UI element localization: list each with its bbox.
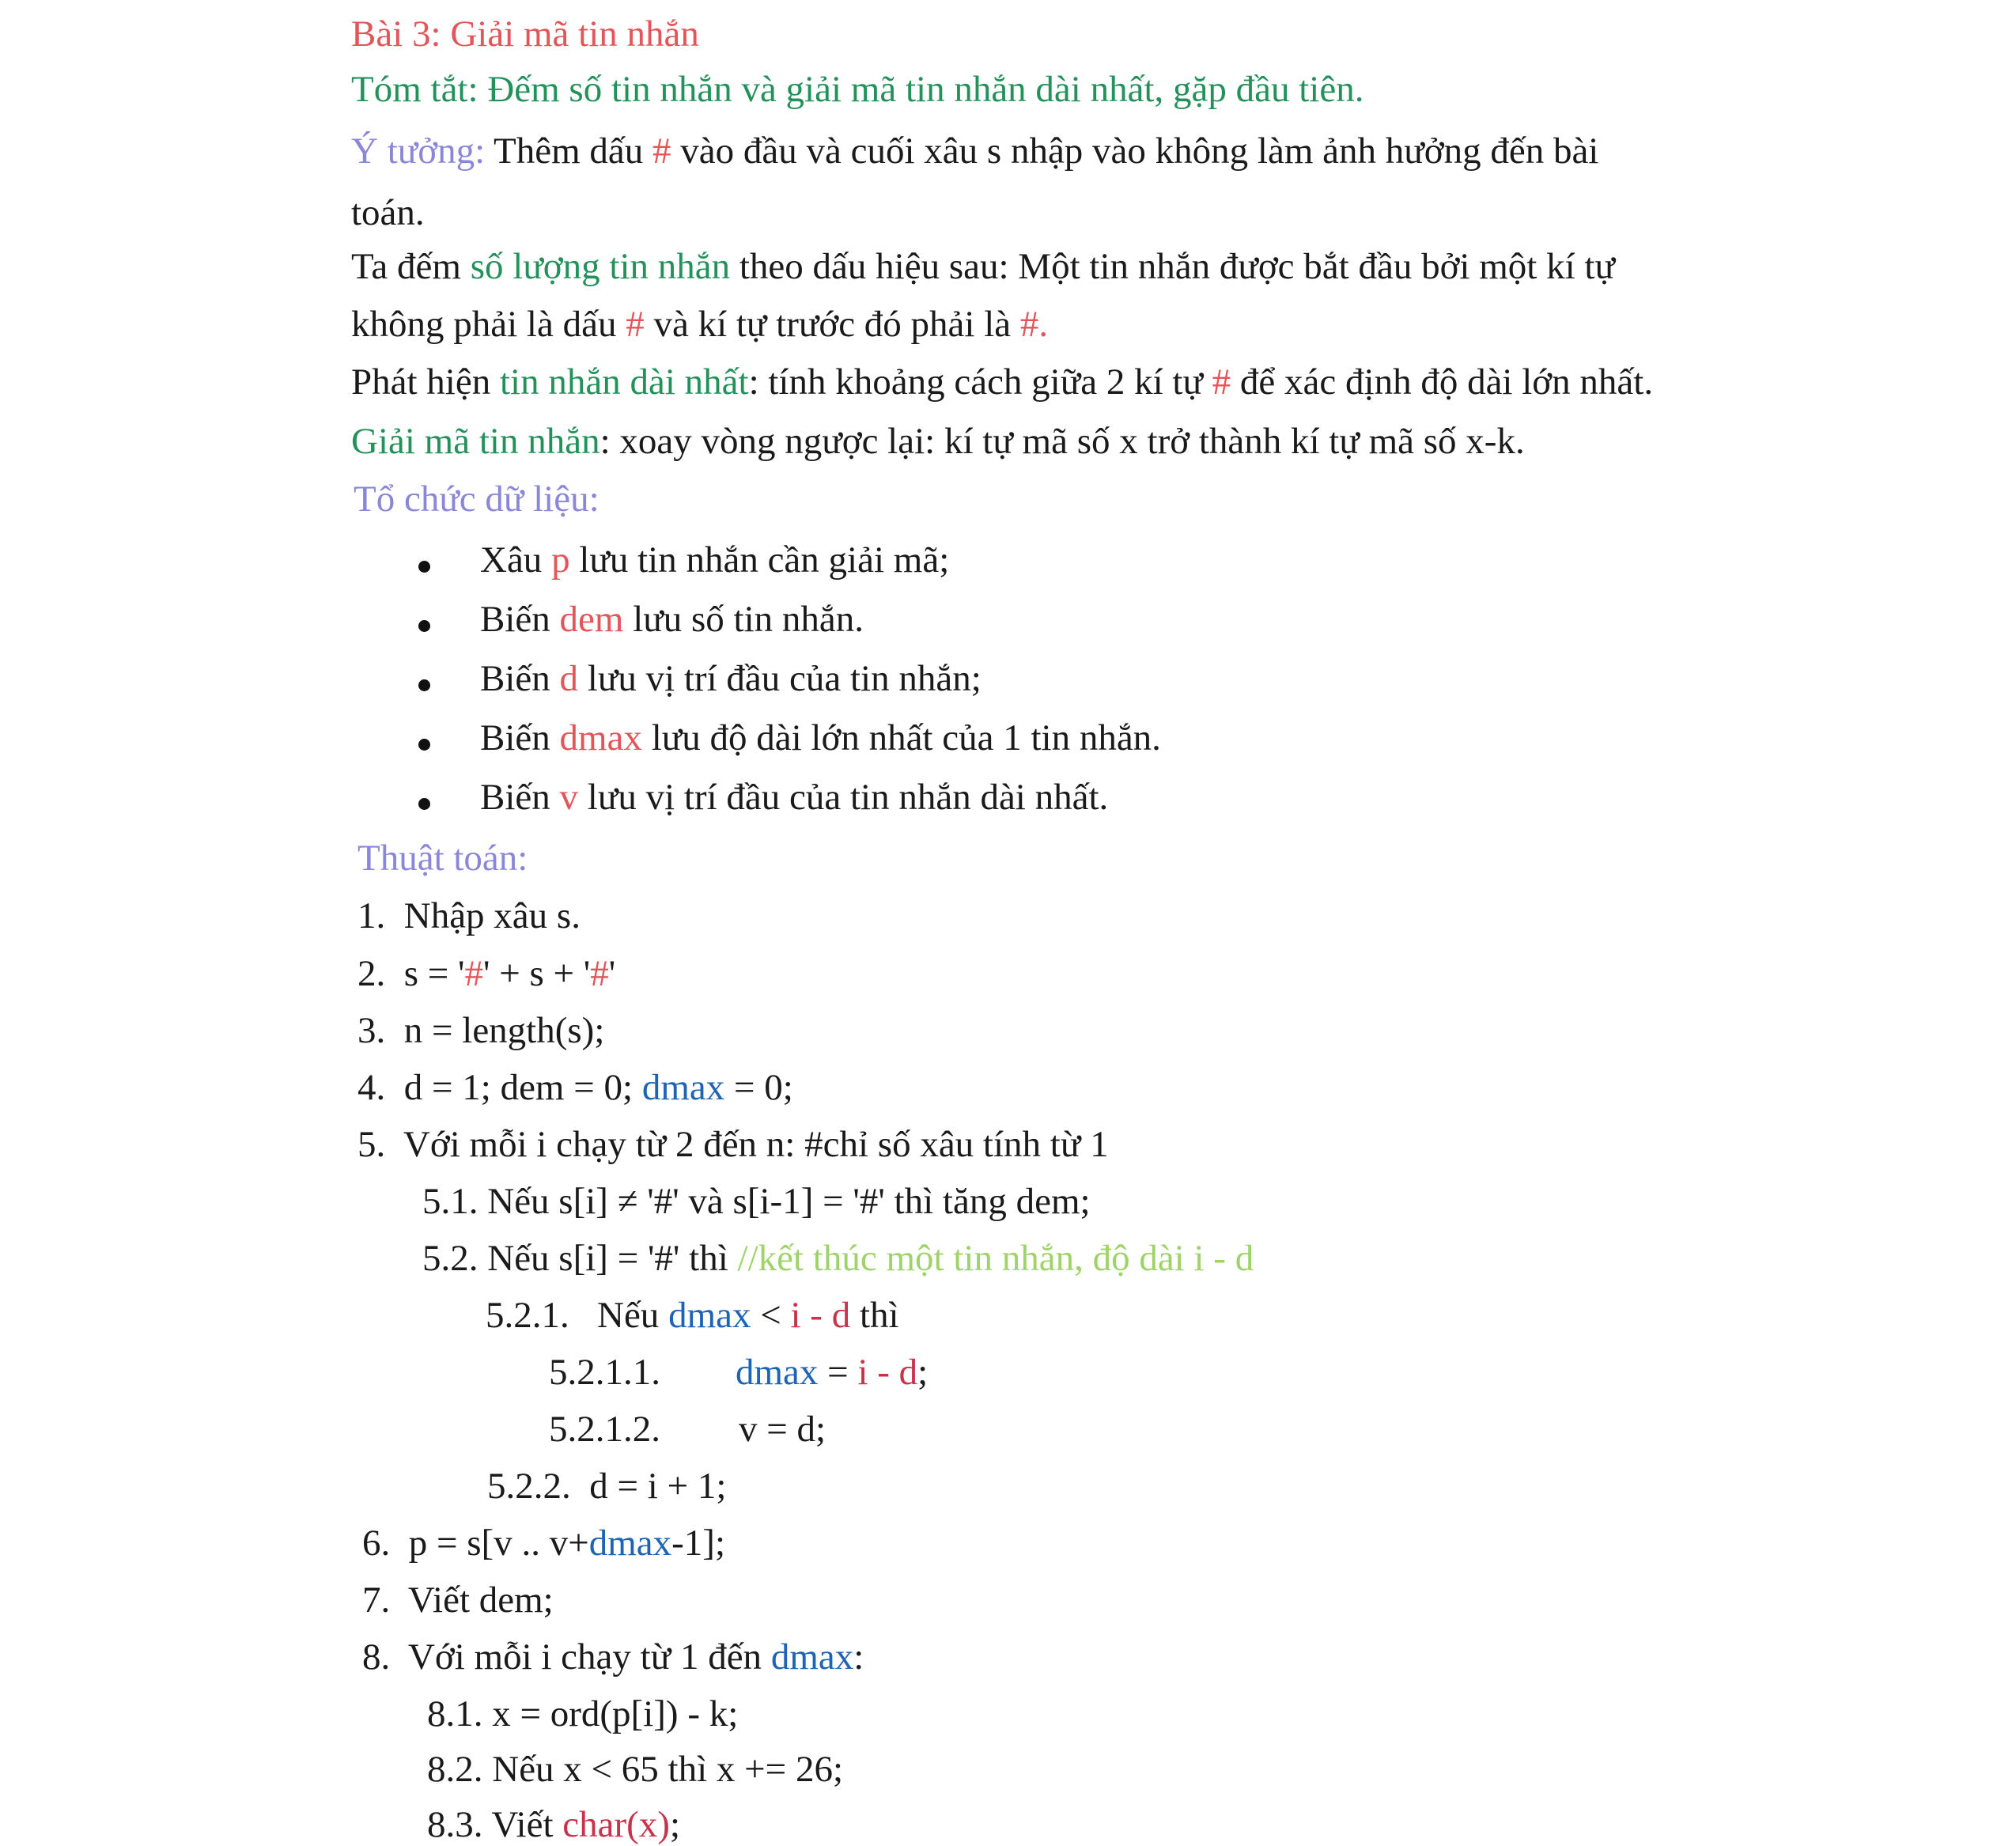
step-number: 4. [357, 1067, 386, 1108]
count-line-2 [351, 305, 1048, 346]
step-5-2-1 [486, 1296, 899, 1337]
step-number: 5.1. [422, 1181, 478, 1222]
longest-text-2: : tính khoảng cách giữa 2 kí tự [748, 361, 1203, 403]
step-text: = 0; [733, 1067, 793, 1108]
step-text: ; [917, 1352, 929, 1393]
step-number: 1. [357, 895, 386, 936]
step-expression: i - d [857, 1352, 918, 1393]
summary-line [351, 70, 1364, 111]
step-8-3 [427, 1805, 680, 1846]
step-expression: i - d [790, 1295, 851, 1336]
step-dmax: dmax [736, 1352, 819, 1393]
bullet-item [480, 718, 1161, 759]
bullet-dot [418, 561, 430, 573]
bullet-item [480, 659, 982, 700]
bullet-text: lưu vị trí đầu của tin nhắn dài nhất. [587, 777, 1109, 818]
step-text: Nếu [597, 1295, 660, 1336]
longest-highlight: tin nhắn dài nhất [499, 361, 749, 403]
bullet-dot [418, 620, 430, 632]
step-text: d = 1; dem = 0; [403, 1067, 634, 1108]
decode-highlight: Giải mã tin nhắn [351, 421, 600, 462]
bullet-variable: v [559, 777, 579, 818]
bullet-variable: p [551, 539, 570, 581]
bullet-text: Xâu [480, 539, 543, 581]
step-text: < [760, 1295, 781, 1336]
count-text-4: và kí tự trước đó phải là [653, 304, 1012, 345]
idea-line-1 [351, 131, 1598, 172]
step-text: s = ' [403, 953, 465, 994]
idea-text-1: Thêm dấu [494, 131, 644, 172]
summary-label: Tóm tắt: [351, 69, 478, 110]
step-4 [357, 1068, 793, 1109]
step-5-2-2 [487, 1466, 726, 1507]
step-number: 6. [362, 1523, 391, 1564]
bullet-text: lưu số tin nhắn. [633, 599, 864, 640]
step-text: -1]; [671, 1523, 726, 1564]
count-hash-end: #. [1019, 304, 1049, 345]
longest-text-1: Phát hiện [351, 361, 491, 403]
bullet-item [480, 600, 864, 641]
step-dmax: dmax [668, 1295, 751, 1336]
step-text: Nếu s[i] = '#' thì [487, 1238, 728, 1279]
longest-line [351, 362, 1653, 403]
bullet-dot [418, 739, 430, 751]
count-highlight: số lượng tin nhắn [470, 246, 731, 287]
step-dmax: dmax [770, 1636, 854, 1678]
step-text: d = i + 1; [589, 1466, 727, 1507]
idea-hash: # [652, 131, 671, 172]
decode-line [351, 422, 1525, 463]
step-1 [357, 896, 581, 937]
step-dmax: dmax [641, 1067, 725, 1108]
step-text: Với mỗi i chạy từ 2 đến n: #chỉ số xâu tính từ 1 [403, 1124, 1109, 1165]
summary-text: Đếm số tin nhắn và giải mã tin nhắn dài nhất, gặp đầu tiên. [487, 69, 1364, 110]
step-8-1 [427, 1694, 738, 1735]
step-number: 7. [362, 1579, 391, 1621]
step-hash: # [590, 953, 609, 994]
step-number: 5.2.1. [486, 1295, 569, 1336]
step-3 [357, 1011, 604, 1052]
page-title: Bài 3: Giải mã tin nhắn [351, 13, 699, 55]
step-number: 5.2.1.2. [549, 1409, 660, 1450]
step-number: 8.2. [427, 1749, 483, 1790]
step-2 [357, 954, 615, 995]
bullet-text: lưu tin nhắn cần giải mã; [579, 539, 950, 581]
step-5 [357, 1125, 1109, 1166]
bullet-text: Biến [480, 658, 550, 699]
step-8-2 [427, 1750, 843, 1791]
step-text: ; [669, 1804, 681, 1845]
step-text: Với mỗi i chạy từ 1 đến [407, 1636, 762, 1678]
idea-line-2 [351, 193, 425, 234]
bullet-item [480, 777, 1108, 819]
step-text: : [853, 1636, 864, 1678]
bullet-text: Biến [480, 777, 550, 818]
step-text: v = d; [739, 1409, 826, 1450]
count-hash: # [626, 304, 645, 345]
step-text: Nhập xâu s. [403, 895, 581, 936]
step-text: Nếu x < 65 thì x += 26; [492, 1749, 843, 1790]
bullet-text: Biến [480, 717, 550, 758]
step-number: 5.2.1.1. [549, 1352, 660, 1393]
step-number: 5.2.2. [487, 1466, 571, 1507]
step-number: 8.3. [427, 1804, 483, 1845]
step-7 [362, 1580, 554, 1621]
longest-hash: # [1212, 361, 1231, 403]
step-number: 8.1. [427, 1693, 483, 1734]
step-number: 3. [357, 1010, 386, 1051]
step-8 [362, 1637, 864, 1678]
decode-text: : xoay vòng ngược lại: kí tự mã số x trở thành kí tự mã số x-k. [600, 421, 1525, 462]
algorithm-heading: Thuật toán: [357, 838, 528, 879]
step-text: ' [608, 953, 616, 994]
bullet-variable: dem [559, 599, 624, 640]
bullet-variable: dmax [559, 717, 642, 758]
step-5-1 [422, 1182, 1091, 1223]
step-dmax: dmax [588, 1523, 672, 1564]
step-hash: # [464, 953, 484, 994]
step-expression: char(x) [562, 1804, 670, 1845]
step-text: thì [859, 1295, 899, 1336]
step-text: ' + s + ' [483, 953, 591, 994]
bullet-text: lưu vị trí đầu của tin nhắn; [587, 658, 982, 699]
step-number: 5. [357, 1124, 386, 1165]
step-5-2 [422, 1239, 1254, 1280]
step-6 [362, 1523, 725, 1564]
step-number: 5.2. [422, 1238, 478, 1279]
bullet-text: Biến [480, 599, 550, 640]
step-text: Viết [491, 1804, 554, 1845]
step-text: x = ord(p[i]) - k; [492, 1693, 739, 1734]
count-text-1: Ta đếm [351, 246, 461, 287]
count-line-1 [351, 247, 1615, 288]
bullet-item [480, 540, 949, 581]
step-text: Viết dem; [407, 1579, 554, 1621]
step-number: 8. [362, 1636, 391, 1678]
data-heading: Tổ chức dữ liệu: [354, 479, 600, 520]
step-number: 2. [357, 953, 386, 994]
step-5-2-1-1 [549, 1352, 928, 1394]
step-text: = [827, 1352, 849, 1393]
step-5-2-1-2 [549, 1409, 826, 1451]
longest-text-3: để xác định độ dài lớn nhất. [1239, 361, 1654, 403]
bullet-dot [418, 679, 430, 691]
idea-text-2: vào đầu và cuối xâu s nhập vào không làm ảnh hưởng đến bài [680, 131, 1599, 172]
idea-text-3: toán. [351, 192, 425, 233]
count-text-3: không phải là dấu [351, 304, 617, 345]
bullet-text: lưu độ dài lớn nhất của 1 tin nhắn. [651, 717, 1161, 758]
count-text-2: theo dấu hiệu sau: Một tin nhắn được bắt đầu bởi một kí tự [739, 246, 1615, 287]
idea-label: Ý tưởng: [351, 131, 486, 172]
step-text: n = length(s); [403, 1010, 605, 1051]
step-text: p = s[v .. v+ [408, 1523, 589, 1564]
step-text: Nếu s[i] ≠ '#' và s[i-1] = '#' thì tăng dem; [487, 1181, 1091, 1222]
bullet-variable: d [559, 658, 579, 699]
step-comment: //kết thúc một tin nhắn, độ dài i - d [737, 1238, 1254, 1279]
bullet-dot [418, 798, 430, 810]
